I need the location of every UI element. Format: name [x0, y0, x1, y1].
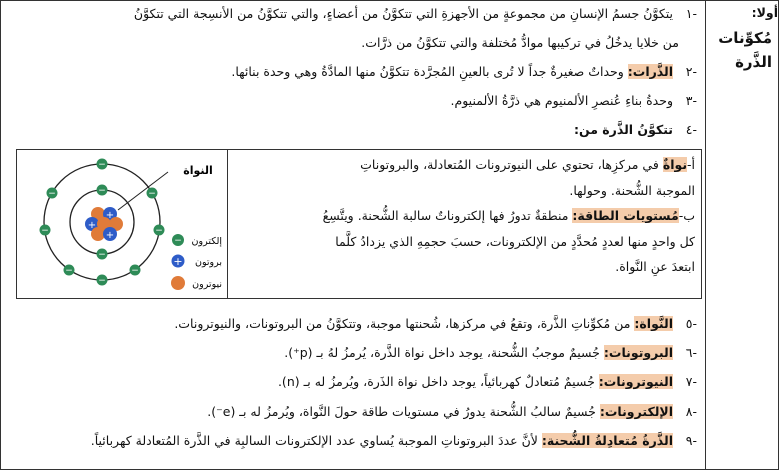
svg-text:−: −: [65, 266, 73, 276]
svg-text:+: +: [87, 220, 97, 231]
svg-text:−: −: [174, 236, 182, 246]
svg-text:−: −: [48, 189, 56, 199]
list-item: -٣ وحدةُ بناءِ عُنصرِ الألمنيوم هي ذرَّةُ الألمنيوم.: [450, 93, 697, 108]
section-title: أولا:: [751, 5, 778, 20]
list-item-continuation: من خلايا يدخُلُ في تركيبها موادُّ مُختلفة والتي تتكوَّنُ من ذرَّات.: [361, 35, 679, 50]
nucleus-pointer: [118, 172, 168, 210]
electron-marker: [154, 225, 165, 237]
electron-marker: [97, 249, 108, 261]
svg-text:−: −: [98, 186, 106, 196]
box-text: [233, 152, 695, 280]
neutron-icon: [171, 276, 185, 290]
atom-composition-box: [16, 149, 702, 299]
electron-marker: [97, 159, 108, 171]
legend-neutron-label: نيوترون: [192, 279, 222, 290]
electron-marker: [47, 188, 58, 200]
list-item: -٩ الذَّرةُ مُتعادِلةُ الشُّحنة: لأنَّ عددَ البروتوناتِ الموجبة يُساوي عدد الإلكترونات السالبِة في الذَّرة المُتعادلة كهربائياً.: [90, 433, 697, 448]
list-item: -٦ البروتونات: جُسيمٌ موجبُ الشُّحنة، يوجد داخل نواة الذَّرة، يُرمزُ لهُ بـ (p⁺).: [284, 345, 697, 360]
legend-electron-label: إلكترون: [191, 236, 222, 247]
list-item: -٨ الإلكترونات: جُسيمٌ سالبُ الشُّحنة يدورُ في مستويات طاقة حولَ النَّواة، ويُرمزُ له بـ (e⁻).: [207, 404, 697, 419]
electron-marker: [64, 265, 75, 277]
atom-composition-heading: تتكوَّنُ الذَّرة من:: [573, 122, 674, 137]
energy-levels-line3: ابتعدَ عنِ النَّواة.: [615, 259, 695, 274]
term-highlight: الذَّرةُ مُتعادِلةُ الشُّحنة:: [541, 433, 674, 448]
energy-levels-line1: ب-مُستويات الطاقة: منطقةٌ تدورُ فها إلكتروناتٌ سالبة الشُّحنة. ويتَّسِعُ: [322, 208, 695, 223]
section-heading: [708, 4, 778, 74]
box-divider: [227, 150, 228, 298]
column-divider: [705, 0, 706, 470]
term-highlight: النَّواة:: [634, 316, 674, 331]
list-item: -٧ النيوترونات: جُسيمٌ مُتعادلٌ كهربائياً، يوجد داخل نواة الذَرة، ويُرمزُ له بـ (n).: [277, 374, 697, 389]
svg-text:−: −: [41, 226, 49, 236]
term-highlight: النيوترونات:: [598, 374, 674, 389]
svg-text:−: −: [148, 189, 156, 199]
list-item: -٤ تتكوَّنُ الذَّرة من:: [573, 122, 697, 137]
svg-text:−: −: [131, 266, 139, 276]
nucleus: [85, 207, 123, 241]
list-item: -٥ النَّواة: من مُكوِّناتِ الذَّرة، وتقعُ في مركزها، شُحنتها موجبة، وتتكوَّنُ من البروتونات، والنيوترونات.: [174, 316, 697, 331]
svg-text:−: −: [98, 276, 106, 286]
list-item: -١ يتكوَّنُ جسمُ الإنسانِ من مجموعةٍ من الأجهزةِ التي تتكوَّنُ من أعضاءٍ، والتي تتكوَّنُ من الأنسِجة التي تتكوَّنُ: [133, 6, 697, 21]
electron-marker: [97, 275, 108, 287]
svg-text:+: +: [105, 230, 115, 241]
electron-marker: [97, 185, 108, 197]
electron-marker: [147, 188, 158, 200]
term-highlight: البروتونات:: [603, 345, 674, 360]
electron-marker: [130, 265, 141, 277]
svg-text:+: +: [105, 210, 115, 221]
atom-diagram: [18, 150, 226, 298]
svg-text:−: −: [98, 160, 106, 170]
legend: [171, 234, 222, 290]
svg-text:−: −: [155, 226, 163, 236]
term-highlight: الذَّرات:: [627, 64, 674, 79]
energy-levels-line2: كل واحدٍ منها لعددٍ مُحدَّدٍ من الإلكترونات، حسبَ حجمِهِ الذي يزدادُ كلَّما: [335, 233, 695, 249]
section-subtitle: مُكوِّنات الذَّرة: [718, 29, 772, 71]
term-highlight: الإلكترونات:: [599, 404, 674, 419]
svg-text:+: +: [173, 255, 183, 268]
legend-proton-label: بروتون: [194, 257, 222, 268]
nucleus-desc-line1: أ-نواةٌ في مركزِها، تحتوي على النيوترونات المُتعادلة، والبروتوناتِ: [360, 157, 695, 172]
nucleus-label: النواة: [183, 164, 213, 177]
nucleus-desc-line2: الموجبة الشُّحنة. وحولها.: [569, 182, 695, 198]
list-item: -٢ الذَّرات: وحداتٌ صغيرةٌ جداً لا تُرى بالعينِ المُجرَّدة تتكوَّنُ منها المادَّةُ وهي وحدة بنائها.: [231, 64, 697, 79]
svg-text:−: −: [98, 250, 106, 260]
electron-marker: [40, 225, 51, 237]
